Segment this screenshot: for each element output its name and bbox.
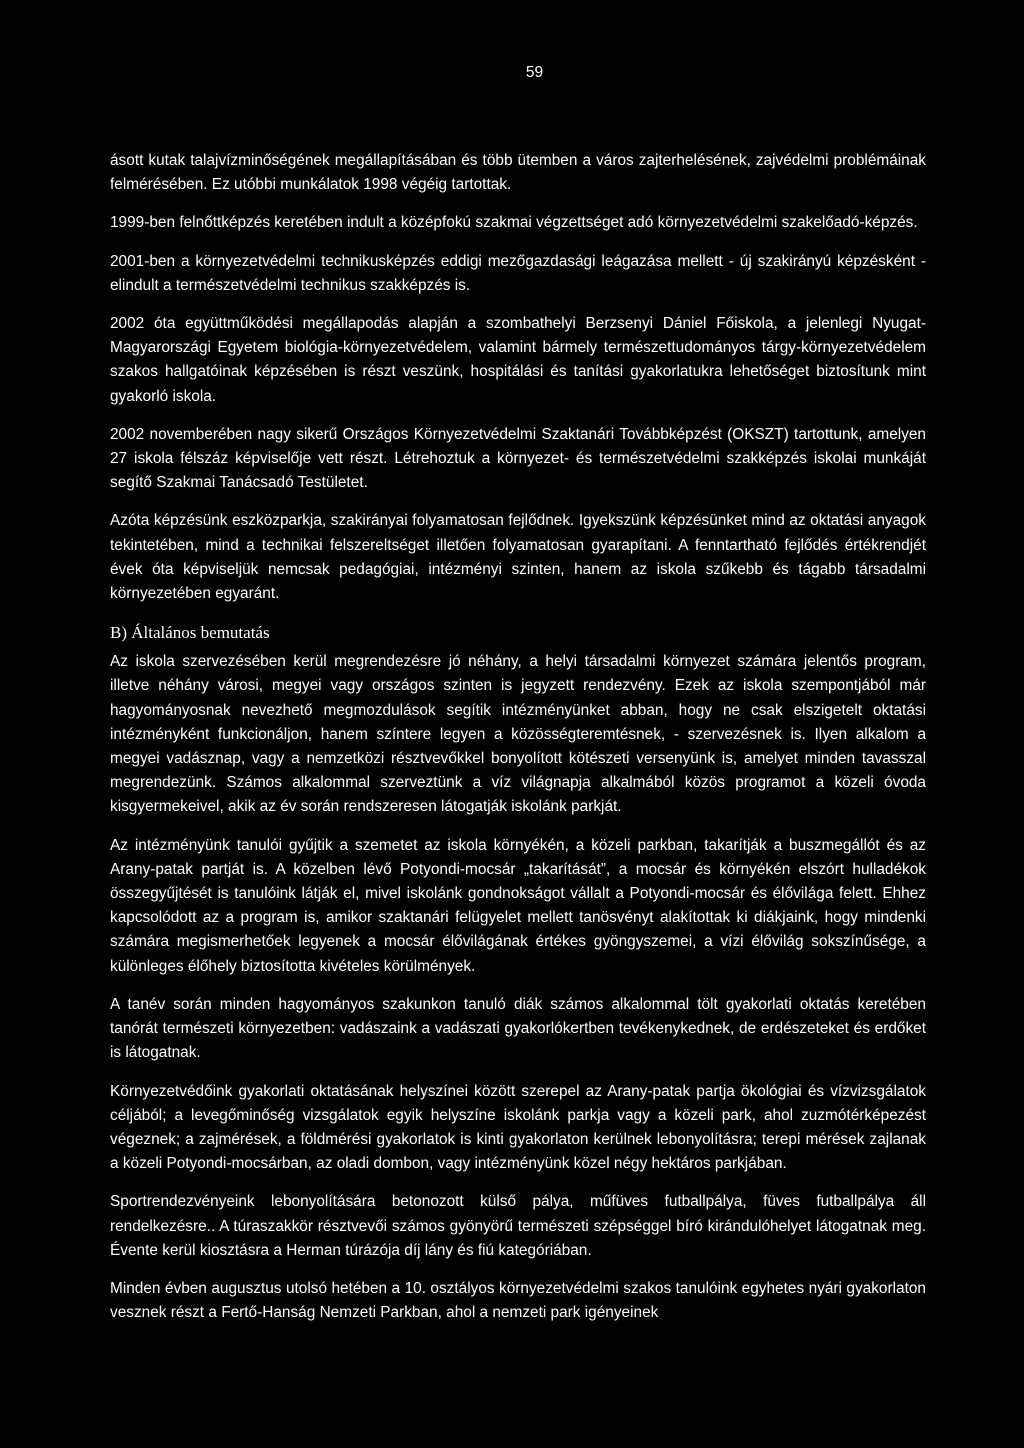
paragraph-technikuskepzes-2001: 2001-ben a környezetvédelmi technikusképzés eddigi mezőgazdasági leágazása mellett - új szakirányú képzésként - elindult a természetvédelmi technikus szakképzés is.	[110, 252, 926, 294]
paragraph-rendezvenyek: Az iskola szervezésében kerül megrendezésre jó néhány, a helyi társadalmi környezet számára jelentős program, illetve néhány városi, megyei vagy országos szinten is jegyzett rendezvény. Ezek az iskola szempontjából már hagyományosnak nevezhető megmozdulások segítik intézményünket abban, hogy ne csak elszigetelt oktatási intézményként funkcionáljon, hanem színtere legyen a közösségteremtésnek, - szervezésnek is. Ilyen alkalom a megyei vadásznap, vagy a nemzetközi résztvevőkkel bonyolított kötészeti versenyünk is, amelyet minden tavasszal megrendezünk. Számos alkalommal szerveztünk a víz világnapja alkalmából közös programot a közeli óvoda kisgyermekeivel, akik az év során rendszeresen látogatják iskolánk parkját.	[110, 653, 926, 816]
page-number: 59	[525, 64, 544, 81]
paragraph-eszkozpark: Azóta képzésünk eszközparkja, szakirányai folyamatosan fejlődnek. Igyekszünk képzésünket mind az oktatási anyagok tekintetében, mind a technikai felszereltséget illetően folyamatosan gyarapítani. A fenntartható fejlődés értékrendjét évek óta képviseljük nemcsak pedagógiai, intézményi szinten, hanem az iskola szűkebb és tágabb társadalmi környezetében egyaránt.	[110, 512, 926, 603]
paragraph-okszt-2002: 2002 novemberében nagy sikerű Országos Környezetvédelmi Szaktanári Továbbképzést (OKSZT) tartottunk, amelyen 27 iskola félszáz képviselője vett részt. Létrehoztuk a környezet- és természetvédelmi szakképzés iskolai munkáját segítő Szakmai Tanácsadó Testületet.	[110, 425, 926, 492]
section-heading: B) Általános bemutatás	[110, 623, 270, 643]
page-body	[110, 149, 926, 1339]
paragraph-kornyezetvedok-helyszinei: Környezetvédőink gyakorlati oktatásának helyszínei között szerepel az Arany-patak partja ökológiai és vízvizsgálatok céljából; a levegőminőség vizsgálatok egyik helyszíne iskolánk parkja vagy a közeli park, ahol zuzmótérképezést végeznek; a zajmérések, a földmérési gyakorlatok is kinti gyakorlaton kerülnek lebonyolításra; terepi mérések zajlanak a közeli Potyondi-mocsárban, az oladi dombon, vagy intézményünk közel négy hektáros parkjában.	[110, 1082, 926, 1173]
paragraph-egyuttmukodes-2002: 2002 óta együttműködési megállapodás alapján a szombathelyi Berzsenyi Dániel Főiskola, a jelenlegi Nyugat-Magyarországi Egyetem biológia-környezetvédelem, valamint bármely természettudományos tárgy-környezetvédelem szakos hallgatóinak képzésében is részt veszünk, hospitálási és tanítási gyakorlatukra lehetőséget biztosítunk mint gyakorló iskola.	[110, 315, 926, 405]
paragraph-sportrendezvenyek: Sportrendezvényeink lebonyolítására betonozott külső pálya, műfüves futballpálya, füves futballpálya áll rendelkezésre.. A túraszakkör résztvevői számos gyönyörű természeti szépséggel bíró kirándulóhelyet látogatnak meg. Évente kerül kiosztásra a Herman túrázója díj lány és fiú kategóriában.	[110, 1193, 926, 1259]
paragraph-felnottkepzes-1999: 1999-ben felnőttképzés keretében indult a középfokú szakmai végzettséget adó környezetvédelmi szakelőadó-képzés.	[110, 214, 918, 232]
paragraph-szemetgyujtes: Az intézményünk tanulói gyűjtik a szemetet az iskola környékén, a közeli parkban, takarítják a buszmegállót és az Arany-patak partját is. A közelben lévő Potyondi-mocsár „takarítását”, a mocsár és környékén elszórt hulladékok összegyűjtését is tanulóink látják el, mivel iskolánk gondnokságot vállalt a Potyondi-mocsár és élővilága felett. Ehhez kapcsolódott az a program is, amikor szaktanári felügyelet mellett tanösvényt alakítottak ki diákjaink, hogy mindenki számára megismerhetőek legyenek a mocsár élővilágának értékes gyöngyszemei, a vízi élővilág sokszínűsége, a különleges élőhely biztosította kivételes körülmények.	[110, 836, 926, 975]
paragraph-kutak-felmeres: ásott kutak talajvízminőségének megállapításában és több ütemben a város zajterhelésének, zajvédelmi problémáinak felmérésében. Ez utóbbi munkálatok 1998 végéig tartottak.	[110, 152, 926, 194]
paragraph-gyakorlati-oktatas: A tanév során minden hagyományos szakunkon tanuló diák számos alkalommal tölt gyakorlati oktatás keretében tanórát természeti környezetben: vadászaink a vadászati gyakorlókertben tevékenykednek, de erdészeteket és erdőket is látogatnak.	[110, 995, 926, 1062]
paragraph-nyari-gyakorlat: Minden évben augusztus utolsó hetében a 10. osztályos környezetvédelmi szakos tanulóink egyhetes nyári gyakorlaton vesznek részt a Fertő-Hanság Nemzeti Parkban, ahol a nemzeti park igényeinek	[110, 1279, 926, 1322]
